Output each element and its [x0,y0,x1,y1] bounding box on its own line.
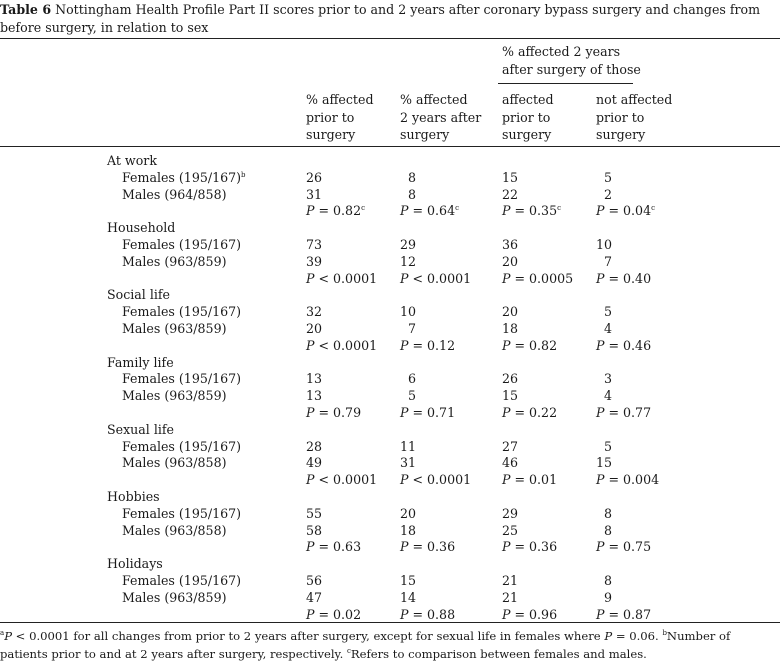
top-rule [0,38,780,39]
p-value-text: = 0.71 [408,405,456,420]
table-cell: 3 [604,371,613,387]
footnote-b-mark: b [662,629,667,637]
table-cell: 18 [502,321,519,336]
p-symbol: P [400,606,409,622]
table-cell: 15 [502,169,519,185]
table-cell: 55 [306,505,323,521]
col-header-after: % affected 2 years after surgery [400,92,482,142]
footnote-a-p: P [4,629,12,643]
table-cell: 20 [502,253,519,269]
row-label [122,254,227,269]
row-label-text: Females (195/167) [122,505,242,521]
p-value [400,271,471,286]
section-title: Household [107,220,176,236]
row-label [122,506,241,521]
section-title: Social life [107,287,170,303]
p-symbol: P [306,270,315,286]
table-cell: 5 [408,388,417,404]
table-cell: 15 [596,455,613,471]
p-value-text: < 0.0001 [314,270,378,286]
p-symbol: P [306,405,315,420]
section-title: At work [107,153,157,168]
p-value [400,203,459,218]
p-value-text: = 0.75 [604,539,652,555]
p-value [502,405,557,420]
footnote-a-text1: < 0.0001 for all changes from prior to 2 years after surgery, except for sexual life in females where [12,629,605,643]
row-label-text: Males (963/858) [122,522,227,538]
row-label-text: Males (963/859) [122,321,227,336]
p-value [400,607,455,622]
p-value [400,472,471,487]
group-header: % affected 2 years after surgery of those [502,44,641,77]
p-symbol: P [502,270,511,286]
p-value-text: = 0.04 [604,203,652,219]
p-value [306,539,361,554]
row-label [122,439,241,454]
table-cell: 20 [306,321,323,336]
p-value [306,203,365,218]
p-value-text: = 0.35 [510,203,558,219]
p-value-text: = 0.02 [314,606,362,622]
row-label-text: Females (195/167) [122,169,242,185]
table-cell: 13 [306,371,323,387]
footnote-c-mark: c [346,646,351,655]
table-cell: 21 [502,573,519,588]
table-cell: 56 [306,573,323,588]
row-label-footnote-mark: b [241,170,246,179]
p-symbol: P [400,539,409,555]
section-title: Family life [107,354,174,370]
bottom-rule [0,622,780,623]
p-value-text: = 0.63 [314,539,362,555]
section-title: Hobbies [107,489,160,504]
table-cell: 7 [604,253,613,269]
p-footnote-mark: c [361,204,366,213]
row-label-text: Males (963/859) [122,253,227,269]
table-cell: 14 [400,589,417,605]
p-value [502,607,557,622]
p-symbol: P [400,405,409,420]
row-label [122,321,227,336]
p-value [502,472,557,487]
p-value-text: < 0.0001 [314,337,378,353]
p-symbol: P [400,337,409,353]
table-cell: 28 [306,438,323,454]
row-label-text: Females (195/167) [122,438,242,454]
table-cell: 2 [604,186,613,202]
row-label-text: Females (195/167) [122,304,242,320]
table-cell: 39 [306,253,323,269]
p-value [596,405,651,420]
table-cell: 21 [502,589,519,605]
p-value-text: = 0.12 [408,337,456,353]
p-value [596,271,651,286]
p-value-text: = 0.36 [510,539,558,555]
table-cell: 7 [408,321,417,336]
row-label-text: Males (963/858) [122,455,227,471]
table-cell: 27 [502,438,519,454]
p-value [400,539,455,554]
row-label [122,187,227,202]
table-cell: 8 [604,573,613,588]
p-symbol: P [502,606,511,622]
p-symbol: P [306,337,315,353]
p-value-text: < 0.0001 [408,472,472,488]
row-label [122,573,241,588]
table-cell: 25 [502,522,519,538]
p-symbol: P [400,472,409,488]
table-cell: 49 [306,455,323,471]
row-label-text: Males (963/859) [122,589,227,605]
footnote-b-text: Number of patients prior to and at 2 years after surgery, respectively. [0,629,731,661]
table-cell: 20 [502,304,519,320]
footnote-a-text2: = 0.06. [612,629,663,643]
p-value [596,539,651,554]
p-symbol: P [306,203,315,219]
table-cell: 58 [306,522,323,538]
p-symbol: P [596,606,605,622]
p-footnote-mark: c [455,204,460,213]
table-cell: 5 [604,304,613,320]
table-cell: 6 [408,371,417,387]
p-value-text: = 0.40 [604,270,652,286]
row-label-text: Males (964/858) [122,186,227,202]
row-label [122,388,227,403]
p-symbol: P [596,203,605,219]
p-symbol: P [502,203,511,219]
row-label [122,237,241,252]
row-label [122,371,241,386]
table-cell: 4 [604,321,613,336]
p-footnote-mark: c [651,204,656,213]
footnote-c-text: Refers to comparison between females and males. [350,646,647,661]
table-cell: 29 [502,505,519,521]
col-header-affected: affected prior to surgery [502,92,554,142]
p-value-text: = 0.79 [314,405,362,420]
footnote-a-p2: P [604,629,613,643]
p-value-text: = 0.0005 [510,270,574,286]
p-value [306,271,377,286]
p-symbol: P [596,270,605,286]
table-cell: 26 [306,169,323,185]
table-cell: 8 [604,505,613,521]
p-value-text: = 0.82 [510,337,558,353]
p-symbol: P [400,270,409,286]
p-footnote-mark: c [557,204,562,213]
p-value-text: < 0.0001 [314,472,378,488]
table-cell: 10 [400,304,417,320]
row-label [122,304,241,319]
table-cell: 5 [604,438,613,454]
table-cell: 9 [604,589,613,605]
table-cell: 46 [502,455,519,471]
table-cell: 15 [400,573,417,588]
p-symbol: P [596,472,605,488]
row-label-text: Females (195/167) [122,573,242,588]
row-label-text: Females (195/167) [122,371,242,387]
row-label [122,170,246,185]
header-rule [0,146,780,147]
row-label [122,590,227,605]
p-value [596,607,651,622]
p-value-text: = 0.88 [408,606,456,622]
row-label [122,455,227,470]
p-value [502,338,557,353]
p-value-text: = 0.64 [408,203,456,219]
p-value-text: = 0.82 [314,203,362,219]
p-symbol: P [306,606,315,622]
table-cell: 11 [400,438,417,454]
table-cell: 22 [502,186,519,202]
p-symbol: P [306,539,315,555]
p-symbol: P [400,203,409,219]
table-cell: 10 [596,237,613,252]
col-header-not-affected: not affected prior to surgery [596,92,673,142]
p-value-text: < 0.0001 [408,270,472,286]
table-cell: 5 [604,169,613,185]
p-value [306,338,377,353]
p-value-text: = 0.46 [604,337,652,353]
table-caption [0,1,778,37]
p-symbol: P [502,472,511,488]
p-value [400,405,455,420]
table-cell: 26 [502,371,519,387]
p-value [596,472,659,487]
table-title: Nottingham Health Profile Part II scores prior to and 2 years after coronary bypass surgery and changes from before surgery, in relation to sex [0,2,761,35]
table-cell: 8 [408,186,417,202]
footnotes [0,628,780,663]
section-title: Sexual life [107,421,175,437]
table-cell: 18 [400,522,417,538]
p-symbol: P [502,405,511,420]
p-value-text: = 0.77 [604,405,652,420]
p-symbol: P [596,337,605,353]
table-cell: 32 [306,304,323,320]
p-value-text: = 0.87 [604,606,652,622]
table-cell: 15 [502,388,519,404]
table-cell: 8 [604,522,613,538]
table-cell: 36 [502,237,519,252]
footnote-a-mark: a [0,629,5,637]
p-symbol: P [502,539,511,555]
p-value [596,338,651,353]
p-value-text: = 0.36 [408,539,456,555]
p-symbol: P [596,405,605,420]
table-cell: 31 [400,455,417,471]
row-label-text: Males (963/859) [122,388,227,404]
p-value [502,539,557,554]
p-symbol: P [306,472,315,488]
row-label [122,523,227,538]
p-value [306,472,377,487]
section-title: Holidays [107,556,163,572]
row-label-text: Females (195/167) [122,237,242,252]
p-value-text: = 0.01 [510,472,558,488]
table-cell: 20 [400,505,417,521]
p-value [306,405,361,420]
p-symbol: P [596,539,605,555]
table-cell: 73 [306,237,323,252]
table-cell: 4 [604,388,613,404]
table-label: Table 6 [0,2,52,17]
p-value-text: = 0.004 [604,472,660,488]
group-rule [498,83,633,84]
p-value [596,203,655,218]
table-cell: 8 [408,169,417,185]
p-value [502,271,573,286]
p-value [306,607,361,622]
table-cell: 47 [306,589,323,605]
table-cell: 13 [306,388,323,404]
col-header-prior: % affected prior to surgery [306,92,374,142]
p-symbol: P [502,337,511,353]
p-value [400,338,455,353]
p-value-text: = 0.96 [510,606,558,622]
table-cell: 12 [400,253,417,269]
p-value [502,203,561,218]
table-cell: 31 [306,186,323,202]
table-cell: 29 [400,237,417,252]
p-value-text: = 0.22 [510,405,558,420]
